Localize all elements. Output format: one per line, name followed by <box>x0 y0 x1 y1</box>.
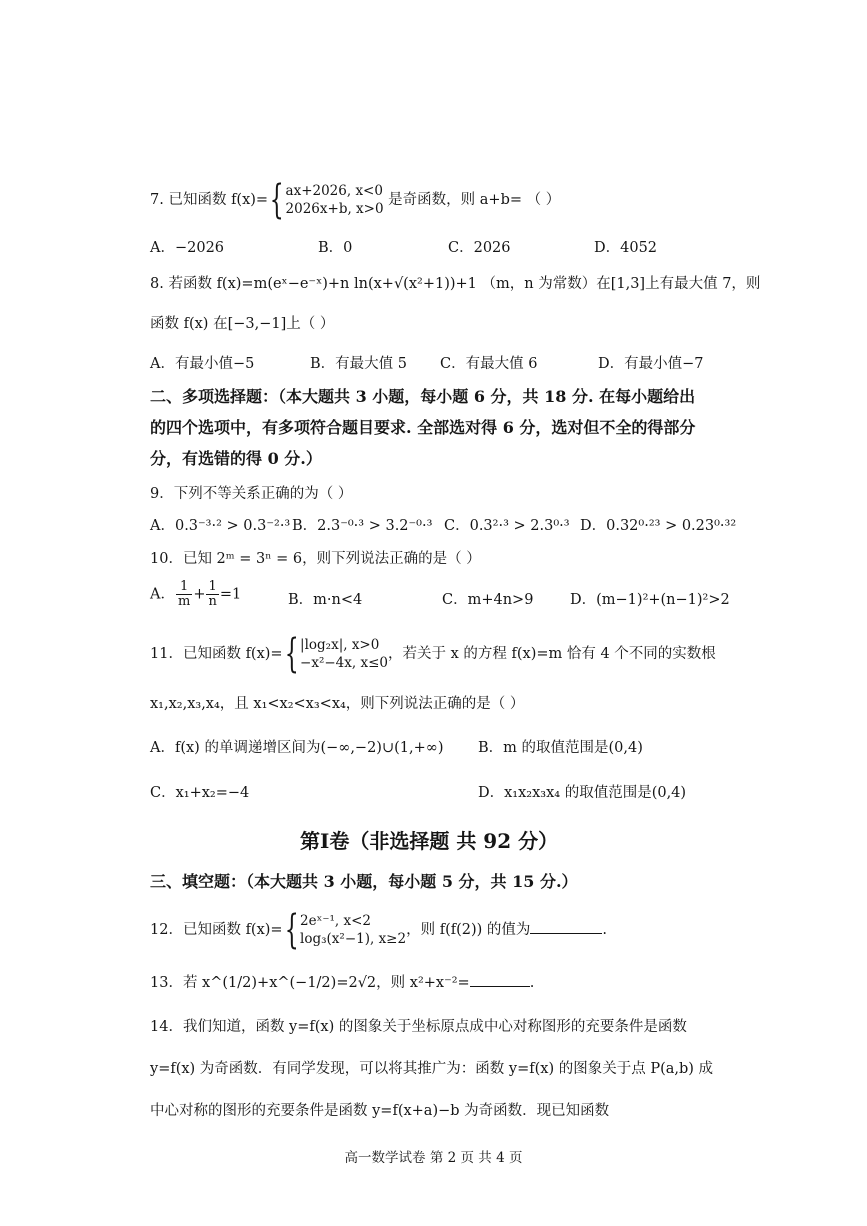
q12-stem-b: ，则 f(f(2)) 的值为 <box>406 922 531 938</box>
q10-option-d: D．(m−1)²+(n−1)²>2 <box>570 592 730 608</box>
q8-option-a: A．有最小值−5 <box>150 356 255 372</box>
q11-option-c: C．x₁+x₂=−4 <box>150 785 250 801</box>
q10-frac2-numerator: 1 <box>206 580 218 595</box>
q7-stem-a: 已知函数 <box>168 192 227 208</box>
q13-answer-blank[interactable] <box>470 972 530 987</box>
page-footer: 高一数学试卷 第 2 页 共 4 页 <box>344 1150 523 1166</box>
question-10: 10．已知 2ᵐ = 3ⁿ = 6，则下列说法正确的是（ ） <box>150 551 481 567</box>
q12-number: 12． <box>150 922 183 938</box>
q7-option-c: C．2026 <box>448 240 511 256</box>
q10-fraction-1 <box>176 580 192 609</box>
q8-option-c: C．有最大值 6 <box>440 356 538 372</box>
q13-stem-a: 若 x^(1/2)+x^(−1/2)=2√2 <box>182 975 377 991</box>
q7-option-a: A．−2026 <box>150 240 225 256</box>
q11-option-d: D．x₁x₂x₃x₄ 的取值范围是(0,4) <box>478 785 687 801</box>
q7-option-b: B．0 <box>318 240 353 256</box>
q7-function: f(x)= <box>231 192 269 208</box>
q9-option-a: A．0.3⁻³·² > 0.3⁻²·³ <box>150 518 291 534</box>
q8-stem-a: 若函数 <box>168 276 212 292</box>
q7-brace: { <box>269 177 284 223</box>
q12-tail: . <box>602 922 608 938</box>
q8-number: 8. <box>150 276 164 292</box>
question-14-line-1: 14．我们知道，函数 y=f(x) 的图象关于坐标原点成中心对称图形的充要条件是函数 <box>150 1019 687 1035</box>
q10-frac1-denominator: m <box>177 594 191 609</box>
q7-case-2: 2026x+b, x>0 <box>285 201 384 217</box>
q11-case-1: |log₂x|, x>0 <box>300 637 380 653</box>
q7-cases <box>286 182 384 218</box>
q8-line-2: 函数 f(x) 在[−3,−1]上（ ） <box>150 316 335 332</box>
q11-option-a: A．f(x) 的单调递增区间为(−∞,−2)∪(1,+∞) <box>150 740 444 756</box>
question-14-line-3: 中心对称的图形的充要条件是函数 y=f(x+a)−b 为奇函数．现已知函数 <box>150 1103 610 1119</box>
question-14-line-2: y=f(x) 为奇函数．有同学发现，可以将其推广为：函数 y=f(x) 的图象关于点 P(a,b) 成 <box>150 1061 714 1077</box>
question-8 <box>150 274 760 294</box>
q12-stem-a: 已知函数 <box>182 922 241 938</box>
q13-stem-b: ，则 x²+x⁻²= <box>376 975 470 991</box>
q7-expression: a+b= <box>479 192 523 208</box>
q7-paren: （ ） <box>526 192 561 208</box>
q9-option-c: C．0.3²·³ > 2.3⁰·³ <box>444 518 570 534</box>
section-2-line-2: 的四个选项中，有多项符合题目要求. 全部选对得 6 分，选对但不全的得部分 <box>150 418 696 437</box>
q8-option-d: D．有最小值−7 <box>598 356 704 372</box>
q8-option-b: B．有最大值 5 <box>310 356 407 372</box>
q11-number: 11． <box>150 646 183 662</box>
q10-option-b: B．m·n<4 <box>288 592 363 608</box>
q12-brace: { <box>284 907 299 953</box>
q10-option-a-tail: =1 <box>219 586 242 603</box>
q8-function: f(x)=m(eˣ−e⁻ˣ)+n ln(x+√(x²+1))+1 <box>216 276 477 292</box>
q10-frac2-denominator: n <box>208 594 217 609</box>
question-9: 9．下列不等关系正确的为（ ） <box>150 486 353 502</box>
section-2-line-1: 二、多项选择题：（本大题共 3 小题，每小题 6 分，共 18 分. 在每小题给出 <box>150 387 696 406</box>
q12-function: f(x)= <box>245 922 283 938</box>
q9-option-d: D．0.32⁰·²³ > 0.23⁰·³² <box>580 518 737 534</box>
q7-option-d: D．4052 <box>594 240 658 256</box>
q12-case-2: log₃(x²−1), x≥2 <box>300 931 407 947</box>
q10-option-a-label: A． <box>150 586 175 603</box>
q13-tail: . <box>529 975 535 991</box>
q11-cases <box>300 636 388 672</box>
q12-cases <box>300 912 406 948</box>
q8-stem-b: （m，n 为常数）在[1,3]上有最大值 7，则 <box>481 276 761 292</box>
question-11 <box>150 631 716 677</box>
q12-case-1: 2eˣ⁻¹, x<2 <box>300 913 371 929</box>
q11-stem-b: ，若关于 x 的方程 f(x)=m 恰有 4 个不同的实数根 <box>387 646 716 662</box>
q7-number: 7. <box>150 192 164 208</box>
question-7 <box>150 177 561 223</box>
section-2-line-3: 分，有选错的得 0 分.） <box>150 449 322 468</box>
q11-case-2: −x²−4x, x≤0 <box>300 655 388 671</box>
q11-function: f(x)= <box>245 646 283 662</box>
q10-fraction-2 <box>206 580 218 609</box>
q9-option-b: B．2.3⁻⁰·³ > 3.2⁻⁰·³ <box>292 518 433 534</box>
q7-case-1: ax+2026, x<0 <box>285 183 383 199</box>
q11-stem-a: 已知函数 <box>182 646 241 662</box>
q12-answer-blank[interactable] <box>530 919 602 934</box>
question-12 <box>150 907 608 953</box>
q11-line-2: x₁,x₂,x₃,x₄，且 x₁<x₂<x₃<x₄，则下列说法正确的是（ ） <box>150 696 525 712</box>
q7-stem-b: 是奇函数，则 <box>388 192 476 208</box>
q11-option-b: B．m 的取值范围是(0,4) <box>478 740 643 756</box>
q10-option-c: C．m+4n>9 <box>442 592 534 608</box>
question-13 <box>150 972 534 993</box>
q10-option-a: A． $\frac{1}{m}$ + $\frac{1}{n}$ =1 <box>150 579 242 609</box>
part-2-title: 第Ⅰ卷（非选择题 共 92 分） <box>300 829 559 853</box>
q13-number: 13． <box>150 975 183 991</box>
q10-frac1-numerator: 1 <box>176 580 192 595</box>
q11-brace: { <box>284 631 299 677</box>
section-3-header: 三、填空题：（本大题共 3 小题，每小题 5 分，共 15 分.） <box>150 872 578 891</box>
